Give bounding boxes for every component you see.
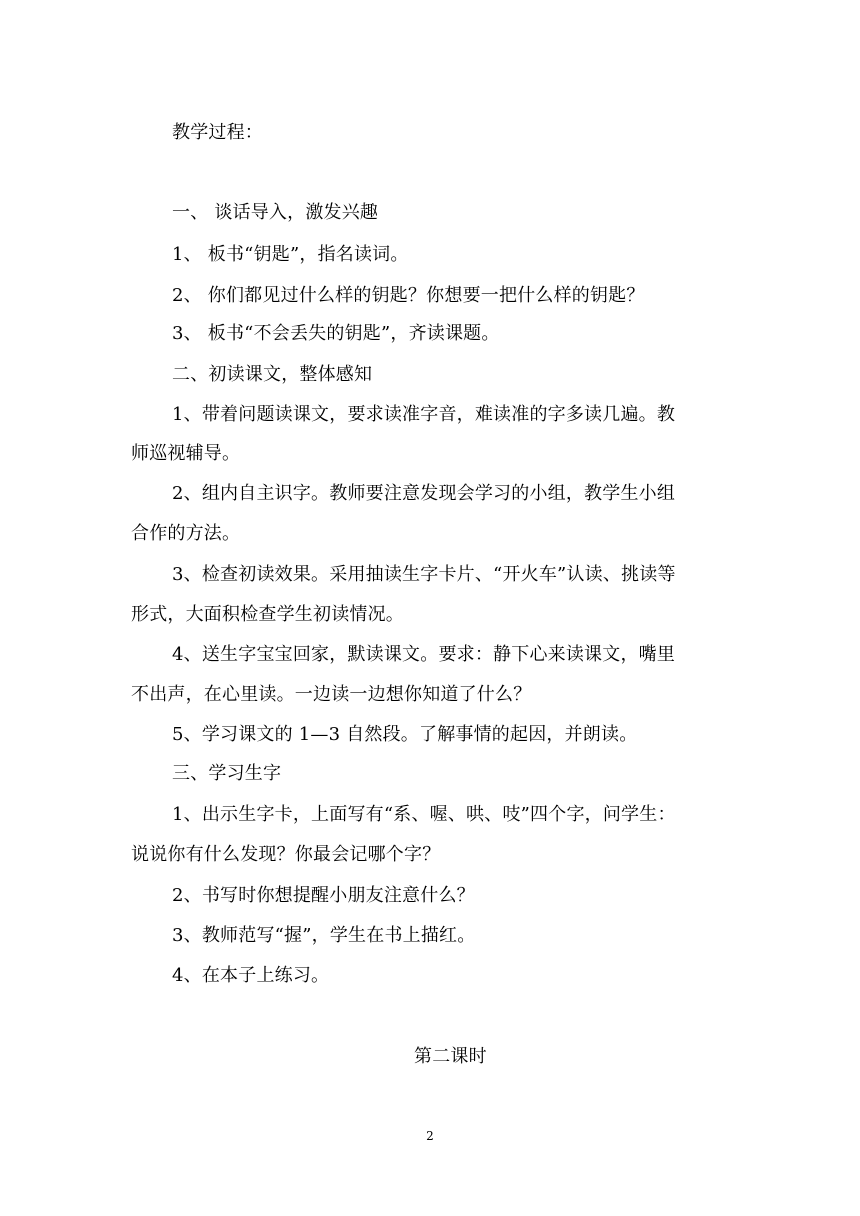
list-item-continuation: 说说你有什么发现？你最会记哪个字？ — [131, 844, 441, 865]
list-item: 3、教师范写“握”，学生在书上描红。 — [172, 925, 476, 946]
list-item-continuation: 形式，大面积检查学生初读情况。 — [131, 604, 404, 625]
section-heading-2: 二、初读课文，整体感知 — [172, 364, 373, 385]
list-item: 5、学习课文的 1—3 自然段。了解事情的起因，并朗读。 — [172, 724, 638, 745]
page-number: 2 — [426, 1129, 434, 1143]
list-item: 3、 板书“不会丢失的钥匙”，齐读课题。 — [172, 323, 500, 344]
list-item: 1、 板书“钥匙”，指名读词。 — [172, 244, 409, 265]
section-title: 第二课时 — [414, 1046, 487, 1067]
section-heading-3: 三、学习生字 — [172, 763, 282, 784]
list-item: 1、出示生字卡，上面写有“系、喔、哄、吱”四个字，问学生： — [172, 804, 676, 825]
list-item: 4、在本子上练习。 — [172, 965, 330, 986]
list-item: 3、检查初读效果。采用抽读生字卡片、“开火车”认读、挑读等 — [172, 564, 676, 585]
list-item: 1、带着问题读课文，要求读准字音，难读准的字多读几遍。教 — [172, 404, 676, 425]
list-item-continuation: 师巡视辅导。 — [131, 443, 241, 464]
heading: 教学过程： — [172, 122, 263, 143]
list-item: 4、送生字宝宝回家，默读课文。要求：静下心来读课文，嘴里 — [172, 644, 676, 665]
list-item-continuation: 合作的方法。 — [131, 523, 241, 544]
section-heading-1: 一、 谈话导入，激发兴趣 — [172, 202, 379, 223]
list-item: 2、 你们都见过什么样的钥匙？你想要一把什么样的钥匙？ — [172, 285, 645, 306]
list-item: 2、组内自主识字。教师要注意发现会学习的小组，教学生小组 — [172, 483, 676, 504]
list-item: 2、书写时你想提醒小朋友注意什么？ — [172, 885, 475, 906]
list-item-continuation: 不出声，在心里读。一边读一边想你知道了什么？ — [131, 684, 532, 705]
